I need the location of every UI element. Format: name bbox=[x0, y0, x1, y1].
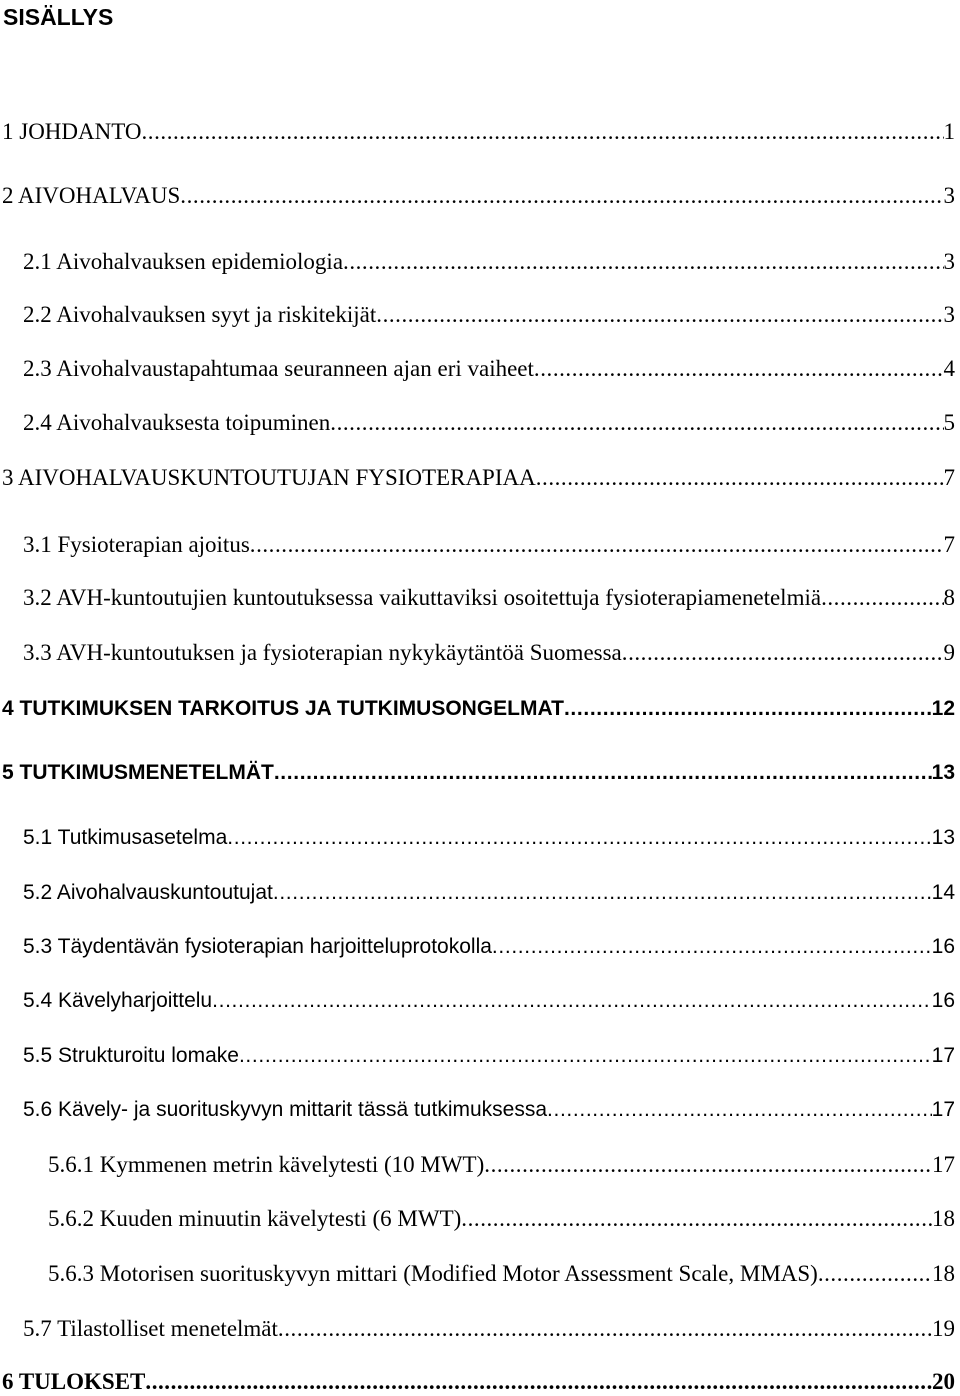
toc-entry-5-6-2[interactable] bbox=[48, 1205, 955, 1233]
toc-entry-2-4[interactable] bbox=[23, 409, 955, 437]
dot-leader bbox=[278, 1315, 932, 1343]
toc-entry-page: 3 bbox=[943, 183, 955, 208]
toc-entry-page: 19 bbox=[932, 1316, 955, 1341]
toc-entry-label: 2.4 Aivohalvauksesta toipuminen bbox=[23, 410, 331, 435]
toc-entry-label: 5.2 Aivohalvauskuntoutujat bbox=[23, 881, 273, 904]
toc-entry-page: 8 bbox=[943, 585, 955, 610]
toc-entry-label: 2.3 Aivohalvaustapahtumaa seuranneen ajan eri vaiheet bbox=[23, 356, 534, 381]
toc-entry-label: 5.6.3 Motorisen suorituskyvyn mittari (Modified Motor Assessment Scale, MMAS) bbox=[48, 1261, 818, 1286]
toc-entry-5[interactable] bbox=[2, 759, 955, 787]
toc-entry-3-3[interactable] bbox=[23, 639, 955, 667]
toc-entry-label: 6 TULOKSET bbox=[2, 1369, 146, 1394]
toc-entry-page: 3 bbox=[943, 249, 955, 274]
dot-leader bbox=[330, 409, 943, 437]
dot-leader bbox=[376, 301, 943, 329]
dot-leader bbox=[142, 118, 944, 146]
dot-leader bbox=[536, 464, 944, 492]
toc-entry-3[interactable] bbox=[2, 464, 955, 492]
toc-entry-page: 20 bbox=[932, 1369, 955, 1394]
toc-entry-label: 3.1 Fysioterapian ajoitus bbox=[23, 532, 250, 557]
toc-entry-2-2[interactable] bbox=[23, 301, 955, 329]
dot-leader bbox=[227, 824, 931, 852]
toc-entry-label: 2.2 Aivohalvauksen syyt ja riskitekijät bbox=[23, 302, 377, 327]
dot-leader bbox=[818, 1260, 932, 1288]
toc-entry-5-6-1[interactable] bbox=[48, 1151, 955, 1179]
toc-entry-2[interactable] bbox=[2, 182, 955, 210]
toc-entry-label: 3.2 AVH-kuntoutujien kuntoutuksessa vaikuttaviksi osoitettuja fysioterapiamenetelmiä bbox=[23, 585, 822, 610]
toc-entry-page: 9 bbox=[943, 640, 955, 665]
toc-entry-3-2[interactable] bbox=[23, 584, 955, 612]
toc-entry-5-7[interactable] bbox=[23, 1315, 955, 1343]
dot-leader bbox=[239, 1042, 932, 1070]
dot-leader bbox=[273, 879, 932, 907]
toc-entry-5-6-3[interactable] bbox=[48, 1260, 955, 1288]
toc-entry-label: 5.6.1 Kymmenen metrin kävelytesti (10 MWT) bbox=[48, 1152, 485, 1177]
toc-entry-label: 2 AIVOHALVAUS bbox=[2, 183, 181, 208]
toc-entry-page: 18 bbox=[932, 1206, 955, 1231]
toc-entry-label: 3.3 AVH-kuntoutuksen ja fysioterapian nykykäytäntöä Suomessa bbox=[23, 640, 622, 665]
dot-leader bbox=[461, 1205, 932, 1233]
toc-entry-2-3[interactable] bbox=[23, 355, 955, 383]
toc-entry-page: 3 bbox=[943, 302, 955, 327]
dot-leader bbox=[484, 1151, 932, 1179]
toc-entry-4[interactable] bbox=[2, 695, 955, 723]
toc-entry-label: 5.6.2 Kuuden minuutin kävelytesti (6 MWT) bbox=[48, 1206, 462, 1231]
dot-leader bbox=[622, 639, 944, 667]
toc-entry-label: 5.1 Tutkimusasetelma bbox=[23, 826, 228, 849]
toc-entry-page: 18 bbox=[932, 1261, 955, 1286]
toc-entry-page: 7 bbox=[943, 465, 955, 490]
dot-leader bbox=[534, 355, 944, 383]
dot-leader bbox=[343, 248, 943, 276]
toc-entry-page: 17 bbox=[932, 1152, 955, 1177]
toc-entry-page: 1 bbox=[943, 119, 955, 144]
toc-entry-page: 13 bbox=[931, 826, 955, 849]
toc-entry-page: 4 bbox=[943, 356, 955, 381]
toc-entry-label: 5.5 Strukturoitu lomake bbox=[23, 1044, 239, 1067]
toc-entry-5-2[interactable] bbox=[23, 879, 955, 907]
dot-leader bbox=[274, 759, 932, 787]
toc-entry-page: 17 bbox=[931, 1044, 955, 1067]
toc-entry-page: 7 bbox=[943, 532, 955, 557]
toc-entry-5-5[interactable] bbox=[23, 1042, 955, 1070]
toc-entry-page: 12 bbox=[931, 697, 955, 720]
dot-leader bbox=[180, 182, 943, 210]
toc-entry-page: 16 bbox=[931, 989, 955, 1012]
toc-entry-label: 1 JOHDANTO bbox=[2, 119, 142, 144]
toc-entry-page: 5 bbox=[943, 410, 955, 435]
toc-entry-label: 5.7 Tilastolliset menetelmät bbox=[23, 1316, 278, 1341]
toc-entry-3-1[interactable] bbox=[23, 531, 955, 559]
dot-leader bbox=[492, 933, 932, 961]
dot-leader bbox=[212, 987, 932, 1015]
toc-entry-label: 5.3 Täydentävän fysioterapian harjoitteluprotokolla bbox=[23, 935, 492, 958]
toc-entry-label: 5.4 Kävelyharjoittelu bbox=[23, 989, 213, 1012]
toc-entry-label: 5 TUTKIMUSMENETELMÄT bbox=[2, 761, 274, 784]
toc-entry-label: 2.1 Aivohalvauksen epidemiologia bbox=[23, 249, 344, 274]
toc-entry-5-1[interactable] bbox=[23, 824, 955, 852]
toc-entry-label: 4 TUTKIMUKSEN TARKOITUS JA TUTKIMUSONGELMAT bbox=[2, 697, 564, 720]
toc-entry-label: 3 AIVOHALVAUSKUNTOUTUJAN FYSIOTERAPIAA bbox=[2, 465, 536, 490]
dot-leader bbox=[145, 1368, 932, 1396]
dot-leader bbox=[547, 1096, 932, 1124]
toc-entry-2-1[interactable] bbox=[23, 248, 955, 276]
toc-entry-5-4[interactable] bbox=[23, 987, 955, 1015]
toc-entry-label: 5.6 Kävely- ja suorituskyvyn mittarit tässä tutkimuksessa bbox=[23, 1098, 548, 1121]
toc-entry-1[interactable] bbox=[2, 118, 955, 146]
dot-leader bbox=[821, 584, 943, 612]
toc-entry-page: 17 bbox=[931, 1098, 955, 1121]
toc-entry-page: 13 bbox=[931, 761, 955, 784]
dot-leader bbox=[250, 531, 944, 559]
toc-entry-page: 16 bbox=[931, 935, 955, 958]
toc-entry-5-6[interactable] bbox=[23, 1096, 955, 1124]
toc-entry-page: 14 bbox=[931, 881, 955, 904]
toc-entry-6[interactable] bbox=[2, 1368, 955, 1396]
toc-heading: SISÄLLYS bbox=[3, 4, 114, 30]
toc-entry-5-3[interactable] bbox=[23, 933, 955, 961]
dot-leader bbox=[564, 695, 932, 723]
